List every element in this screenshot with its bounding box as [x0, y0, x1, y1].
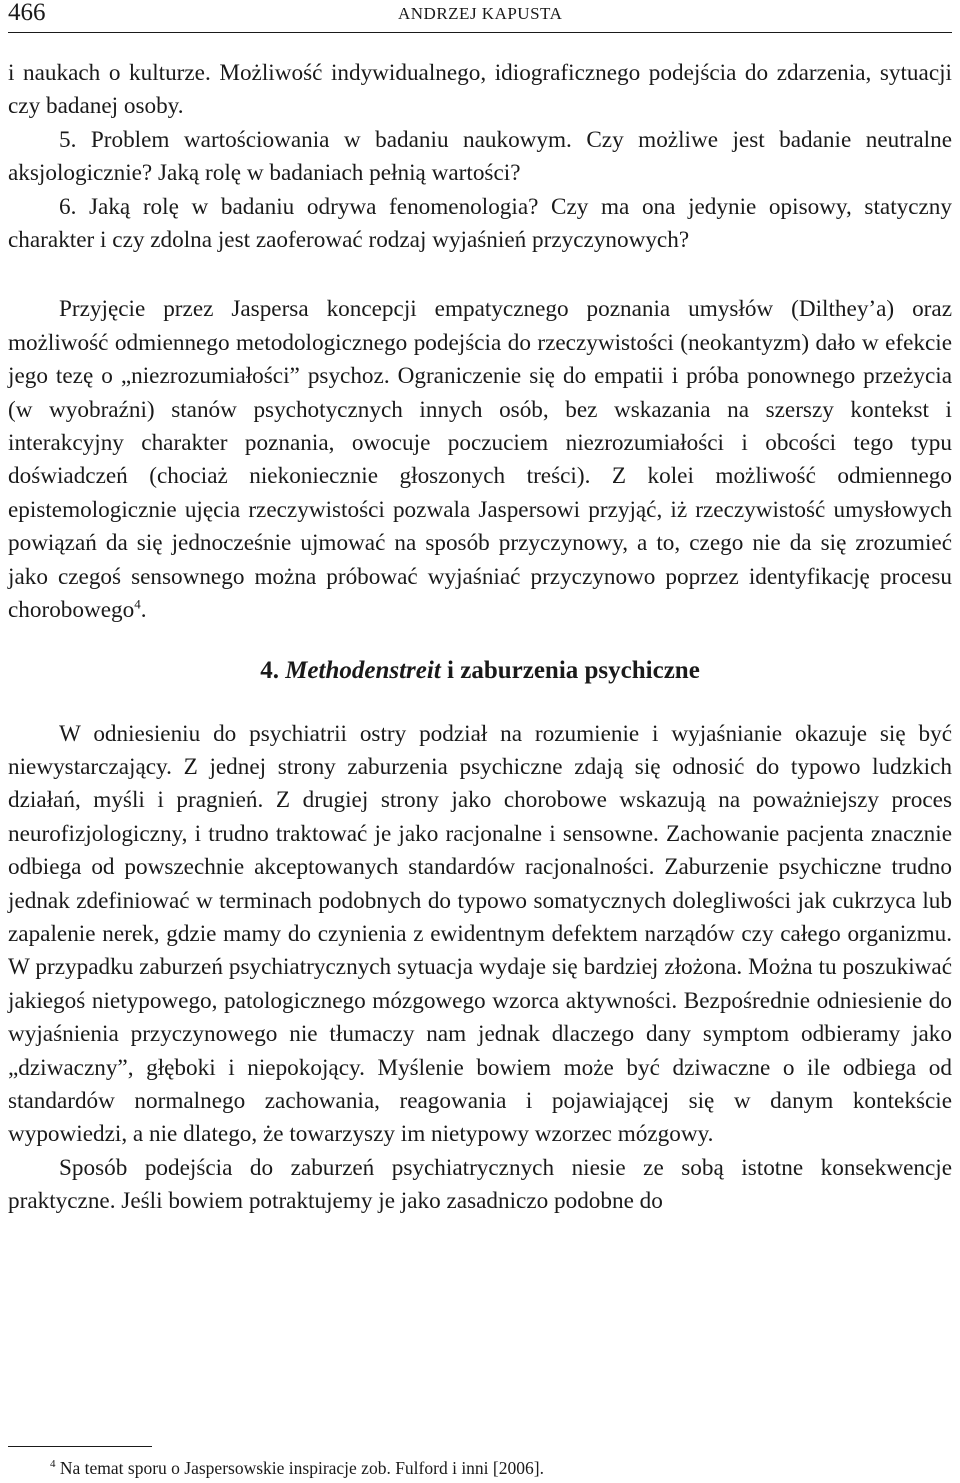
footnote-divider [8, 1446, 152, 1447]
page-number: 466 [8, 0, 46, 26]
section-title-italic: Methodenstreit [285, 656, 441, 684]
section-heading [8, 654, 952, 688]
footnote-ref-4[interactable]: 4 [134, 596, 141, 612]
running-head-author: ANDRZEJ KAPUSTA [398, 4, 563, 23]
footnote-marker: 4 [50, 1458, 56, 1471]
page-header [8, 0, 952, 33]
footnote-text: Na temat sporu o Jaspersowskie inspiracje zob. Fulford i inni [2006]. [59, 1458, 544, 1478]
footnote [50, 1457, 950, 1479]
paragraph-jaspers-text: Przyjęcie przez Jaspersa koncepcji empatycznego poznania umysłów (Dilthey’a) oraz możliwość odmiennego metodologicznego podejścia do rzeczywistości (neokantyzm) dało w efekcie jego tezę o „niezrozumiałości” psychoz. Ograniczenie się do empatii i próba ponownego przeżycia (w wyobraźni) stanów psychotycznych innych osób, bez wskazania na szerszy kontekst i interakcyjny charakter poznania, owocuje poczuciem niezrozumiałości i obcości tego typu doświadczeń (chociaż niekoniecznie głoszonych treści). Z kolei możliwość odmiennego epistemologicznie ujęcia rzeczywistości pozwala Jaspersowi przyjąć, iż rzeczywistość umysłowych powiązań da się jednocześnie ujmować na sposób przyczynowy, a to, czego nie da się zrozumieć jako czegoś sensownego można próbować wyjaśniać przyczynowo poprzez identyfikację procesu chorobowego [8, 296, 952, 624]
paragraph-consequences: Sposób podejścia do zaburzeń psychiatrycznych niesie ze sobą istotne konsekwencje praktyczne. Jeśli bowiem potraktujemy je jako zasadniczo podobne do [8, 1154, 952, 1215]
main-text [8, 57, 952, 1219]
paragraph-continued: i naukach o kulturze. Możliwość indywidualnego, idiograficznego podejścia do zdarzenia, sytuacji czy badanej osoby. [8, 60, 952, 120]
paragraph-jaspers: Przyjęcie przez Jaspersa koncepcji empatycznego poznania umysłów (Dilthey’a) oraz możliwość odmiennego metodologicznego podejścia do rzeczywistości (neokantyzm) dało w efekcie jego tezę o „niezrozumiałości” psychoz. Ograniczenie się do empatii i próba ponownego przeżycia (w wyobraźni) stanów psychotycznych innych osób, bez wskazania na szerszy kontekst i interakcyjny charakter poznania, owocuje poczuciem niezrozumiałości i obcości tego typu doświadczeń (chociaż niekoniecznie głoszonych treści). Z kolei możliwość odmiennego epistemologicznie ujęcia rzeczywistości pozwala Jaspersowi przyjąć, iż rzeczywistość umysłowych powiązań da się jednocześnie ujmować na sposób przyczynowy, a to, czego nie da się zrozumieć jako czegoś sensownego można próbować wyjaśniać przyczynowo poprzez identyfikację procesu chorobowego$^4$. [8, 296, 952, 624]
list-item-6: 6. Jaką rolę w badaniu odrywa fenomenologia? Czy ma ona jedynie opisowy, statyczny charakter i czy zdolna jest zaoferować rodzaj wyjaśnień przyczynowych? [8, 193, 952, 254]
section-number: 4. [260, 656, 279, 684]
paragraph-psychiatry: W odniesieniu do psychiatrii ostry podział na rozumienie i wyjaśnianie okazuje się być niewystarczający. Z jednej strony zaburzenia psychiczne zdają się odnosić do typowo ludzkich działań, myśli i pragnień. Z drugiej strony jako chorobowe wskazują na poważniejszy proces neurofizjologiczny, i trudno traktować je jako racjonalne i sensowne. Zachowanie pacjenta znacznie odbiega od powszechnie akceptowanych standardów racjonalności. Zaburzenie psychiczne trudno jednak zdefiniować w terminach podobnych do typowo somatycznych dolegliwości jak cukrzyca lub zapalenie nerek, gdzie mamy do czynienia z ewidentnym defektem narządów czy całego organizmu. W przypadku zaburzeń psychiatrycznych sytuacja wydaje się bardziej złożona. Można tu poszukiwać jakiegoś nietypowego, patologicznego mózgowego wzorca aktywności. Bezpośrednie odniesienie do wyjaśnienia przyczynowego nie tłumaczy nam jednak dlaczego dany symptom odbieramy jako „dziwaczny”, głęboki i niepokojący. Myślenie bowiem może być dziwaczne o ile odbiega od standardów normalnego zachowania, reagowania i pojawiającej się w danym kontekście wypowiedzi, a nie dlatego, że towarzyszy im nietypowy wzorzec mózgowy. [8, 720, 952, 1148]
list-item-5: 5. Problem wartościowania w badaniu naukowym. Czy możliwe jest badanie neutralne aksjologicznie? Jaką rolę w badaniach pełnią wartości? [8, 126, 952, 187]
section-title-rest: i zaburzenia psychiczne [447, 656, 700, 684]
